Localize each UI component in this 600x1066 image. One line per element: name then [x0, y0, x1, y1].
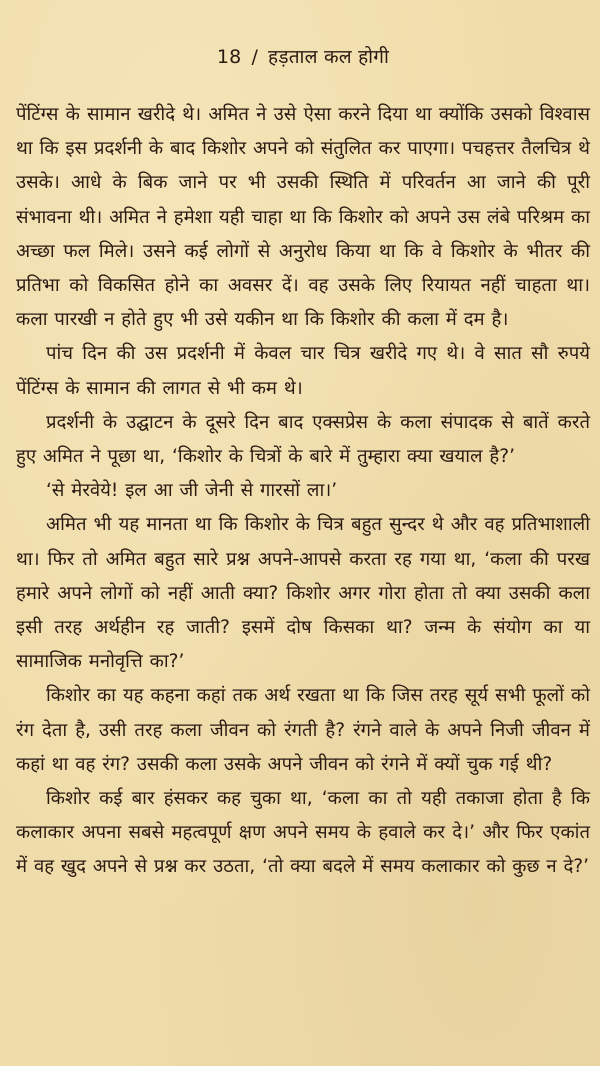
paragraph: किशोर कई बार हंसकर कह चुका था, ‘कला का तो यही तकाजा होता है कि कलाकार अपना सबसे महत्वपूर्ण क्षण अपने समय के हवाले कर दे।’ और फिर एकांत में वह खुद अपने से प्रश्न कर उठता, ‘तो क्या बदले में समय कलाकार को कुछ न दे?’ [16, 788, 590, 878]
page-body [16, 98, 590, 885]
paragraph: किशोर का यह कहना कहां तक अर्थ रखता था कि जिस तरह सूर्य सभी फूलों को रंग देता है, उसी तरह कला जीवन को रंगती है? रंगने वाले के अपने निजी जीवन में कहां था वह रंग? उसकी कला उसके अपने जीवन को रंगने में क्यों चुक गई थी? [16, 685, 590, 775]
paragraph: पेंटिंग्स के सामान खरीदे थे। अमित ने उसे ऐसा करने दिया था क्योंकि उसको विश्वास था कि इस प्रदर्शनी के बाद किशोर अपने को संतुलित कर पाएगा। पचहत्तर तैलचित्र थे उसके। आधे के बिक जाने पर भी उसकी स्थिति में परिवर्तन आ जाने की पूरी संभावना थी। अमित ने हमेशा यही चाहा था कि किशोर को अपने उस लंबे परिश्रम का अच्छा फल मिले। उसने कई लोगों से अनुरोध किया था कि वे किशोर के भीतर की प्रतिभा को विकसित होने का अवसर दें। वह उसके लिए रियायत नहीं चाहता था। कला पारखी न होते हुए भी उसे यकीन था कि किशोर की कला में दम है। [16, 104, 590, 331]
paragraph: प्रदर्शनी के उद्घाटन के दूसरे दिन बाद एक्सप्रेस के कला संपादक से बातें करते हुए अमित ने पूछा था, ‘किशोर के चित्रों के बारे में तुम्हारा क्या खयाल है?’ [16, 411, 590, 468]
paragraph: पांच दिन की उस प्रदर्शनी में केवल चार चित्र खरीदे गए थे। वे सात सौ रुपये पेंटिंग्स के सामान की लागत से भी कम थे। [16, 343, 590, 399]
header-separator: / [251, 46, 259, 68]
paragraph: ‘से मेरवेये! इल आ जी जेनी से गारसों ला।’ [46, 480, 338, 502]
book-title: हड़ताल कल होगी [268, 46, 390, 68]
paragraph: अमित भी यह मानता था कि किशोर के चित्र बहुत सुन्दर थे और वह प्रतिभाशाली था। फिर तो अमित बहुत सारे प्रश्न अपने-आपसे करता रह गया था, ‘कला की परख हमारे अपने लोगों को नहीं आती क्या? किशोर अगर गोरा होता तो क्या उसकी कला इसी तरह अर्थहीन रह जाती? इसमें दोष किसका था? जन्म के संयोग का या सामाजिक मनोवृत्ति का?’ [16, 514, 590, 673]
running-header [16, 44, 590, 70]
page-number: 18 [216, 46, 242, 68]
